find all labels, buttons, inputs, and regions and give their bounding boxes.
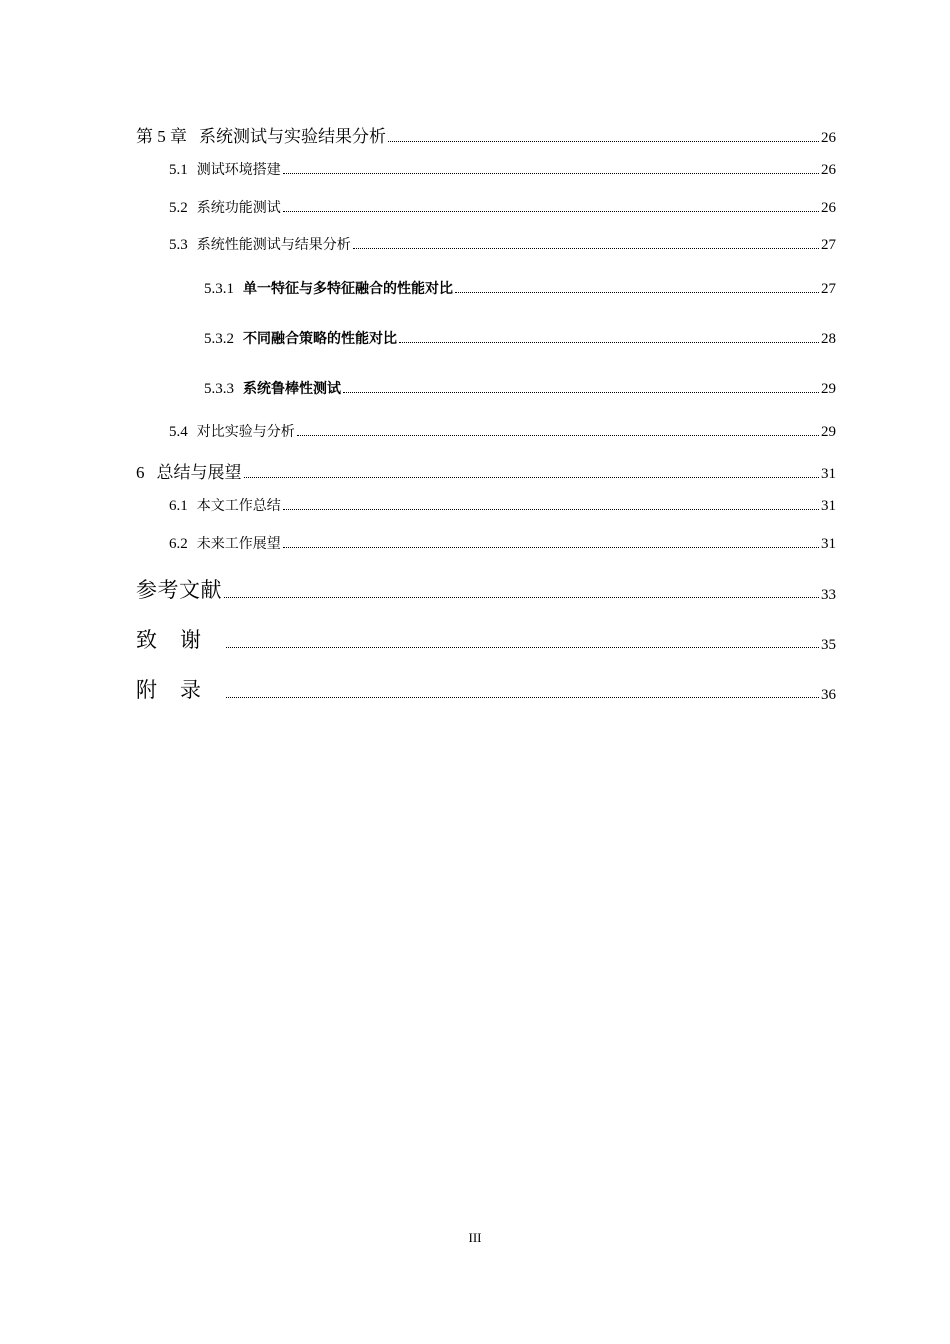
toc-entry-number: 6 <box>136 463 145 482</box>
toc-leader-dots <box>283 509 819 510</box>
toc-entry-page: 35 <box>821 637 836 653</box>
toc-entry-title: 附录 <box>136 678 224 702</box>
toc-entry-number: 第 5 章 <box>136 127 187 146</box>
toc-leader-dots <box>283 211 819 212</box>
toc-leader-dots <box>455 292 819 293</box>
toc-leader-dots <box>399 342 819 343</box>
toc-entry-page: 26 <box>821 200 836 216</box>
toc-entry-title: 系统测试与实验结果分析 <box>199 127 386 147</box>
toc-entry-chapter-6[interactable] <box>136 458 836 483</box>
toc-entry-5-1[interactable] <box>169 159 836 179</box>
toc-entry-acknowledgements[interactable] <box>136 624 836 654</box>
toc-entry-appendix[interactable] <box>136 674 836 704</box>
toc-entry-6-1[interactable] <box>169 495 836 515</box>
toc-entry-5-3-2[interactable] <box>204 328 836 348</box>
toc-entry-page: 26 <box>821 162 836 178</box>
toc-entry-number: 6.1 <box>169 498 188 514</box>
toc-entry-page: 31 <box>821 536 836 552</box>
toc-entry-title: 总结与展望 <box>156 463 242 483</box>
toc-entry-page: 31 <box>821 466 836 482</box>
toc-entry-title: 参考文献 <box>136 578 222 602</box>
toc-entry-page: 29 <box>821 424 836 440</box>
toc-entry-6-2[interactable] <box>169 533 836 553</box>
toc-entry-page: 29 <box>821 381 836 397</box>
toc-leader-dots <box>244 477 820 478</box>
toc-entry-title: 不同融合策略的性能对比 <box>243 331 397 347</box>
toc-entry-title: 本文工作总结 <box>196 498 281 514</box>
toc-entry-title: 单一特征与多特征融合的性能对比 <box>243 281 453 297</box>
toc-entry-page: 27 <box>821 281 836 297</box>
toc-entry-title: 致谢 <box>136 628 224 652</box>
toc-entry-title: 对比实验与分析 <box>196 424 295 440</box>
toc-entry-number: 5.4 <box>169 424 188 440</box>
toc-entry-page: 27 <box>821 237 836 253</box>
toc-entry-page: 26 <box>821 130 836 146</box>
toc-entry-5-3-1[interactable] <box>204 278 836 298</box>
toc-entry-title: 测试环境搭建 <box>196 162 281 178</box>
toc-entry-title: 系统鲁棒性测试 <box>243 381 341 397</box>
toc-leader-dots <box>297 435 819 436</box>
toc-entry-number: 5.3.1 <box>204 281 234 297</box>
toc-entry-5-2[interactable] <box>169 197 836 217</box>
toc-leader-dots <box>353 248 819 249</box>
toc-entry-5-3[interactable] <box>169 234 836 254</box>
toc-leader-dots <box>283 547 819 548</box>
toc-leader-dots <box>283 173 819 174</box>
page-number: III <box>468 1230 482 1245</box>
toc-entry-number: 6.2 <box>169 536 188 552</box>
toc-entry-number: 5.2 <box>169 200 188 216</box>
toc-entry-5-3-3[interactable] <box>204 378 836 398</box>
toc-entry-number: 5.3.2 <box>204 331 234 347</box>
toc-leader-dots <box>226 647 819 648</box>
toc-entry-page: 33 <box>821 587 836 603</box>
toc-leader-dots <box>226 697 819 698</box>
toc-entry-number: 5.1 <box>169 162 188 178</box>
toc-entry-chapter-5[interactable] <box>136 122 836 147</box>
toc-entry-page: 36 <box>821 687 836 703</box>
toc-entry-5-4[interactable] <box>169 421 836 441</box>
toc-entry-page: 31 <box>821 498 836 514</box>
toc-leader-dots <box>388 141 819 142</box>
toc-entry-title: 系统性能测试与结果分析 <box>196 237 351 253</box>
toc-entry-page: 28 <box>821 331 836 347</box>
toc-entry-references[interactable] <box>136 574 836 604</box>
toc-entry-title: 未来工作展望 <box>196 536 281 552</box>
toc-entry-number: 5.3.3 <box>204 381 234 397</box>
toc-leader-dots <box>343 392 819 393</box>
toc-entry-number: 5.3 <box>169 237 188 253</box>
toc-leader-dots <box>224 597 819 598</box>
toc-entry-title: 系统功能测试 <box>196 200 281 216</box>
